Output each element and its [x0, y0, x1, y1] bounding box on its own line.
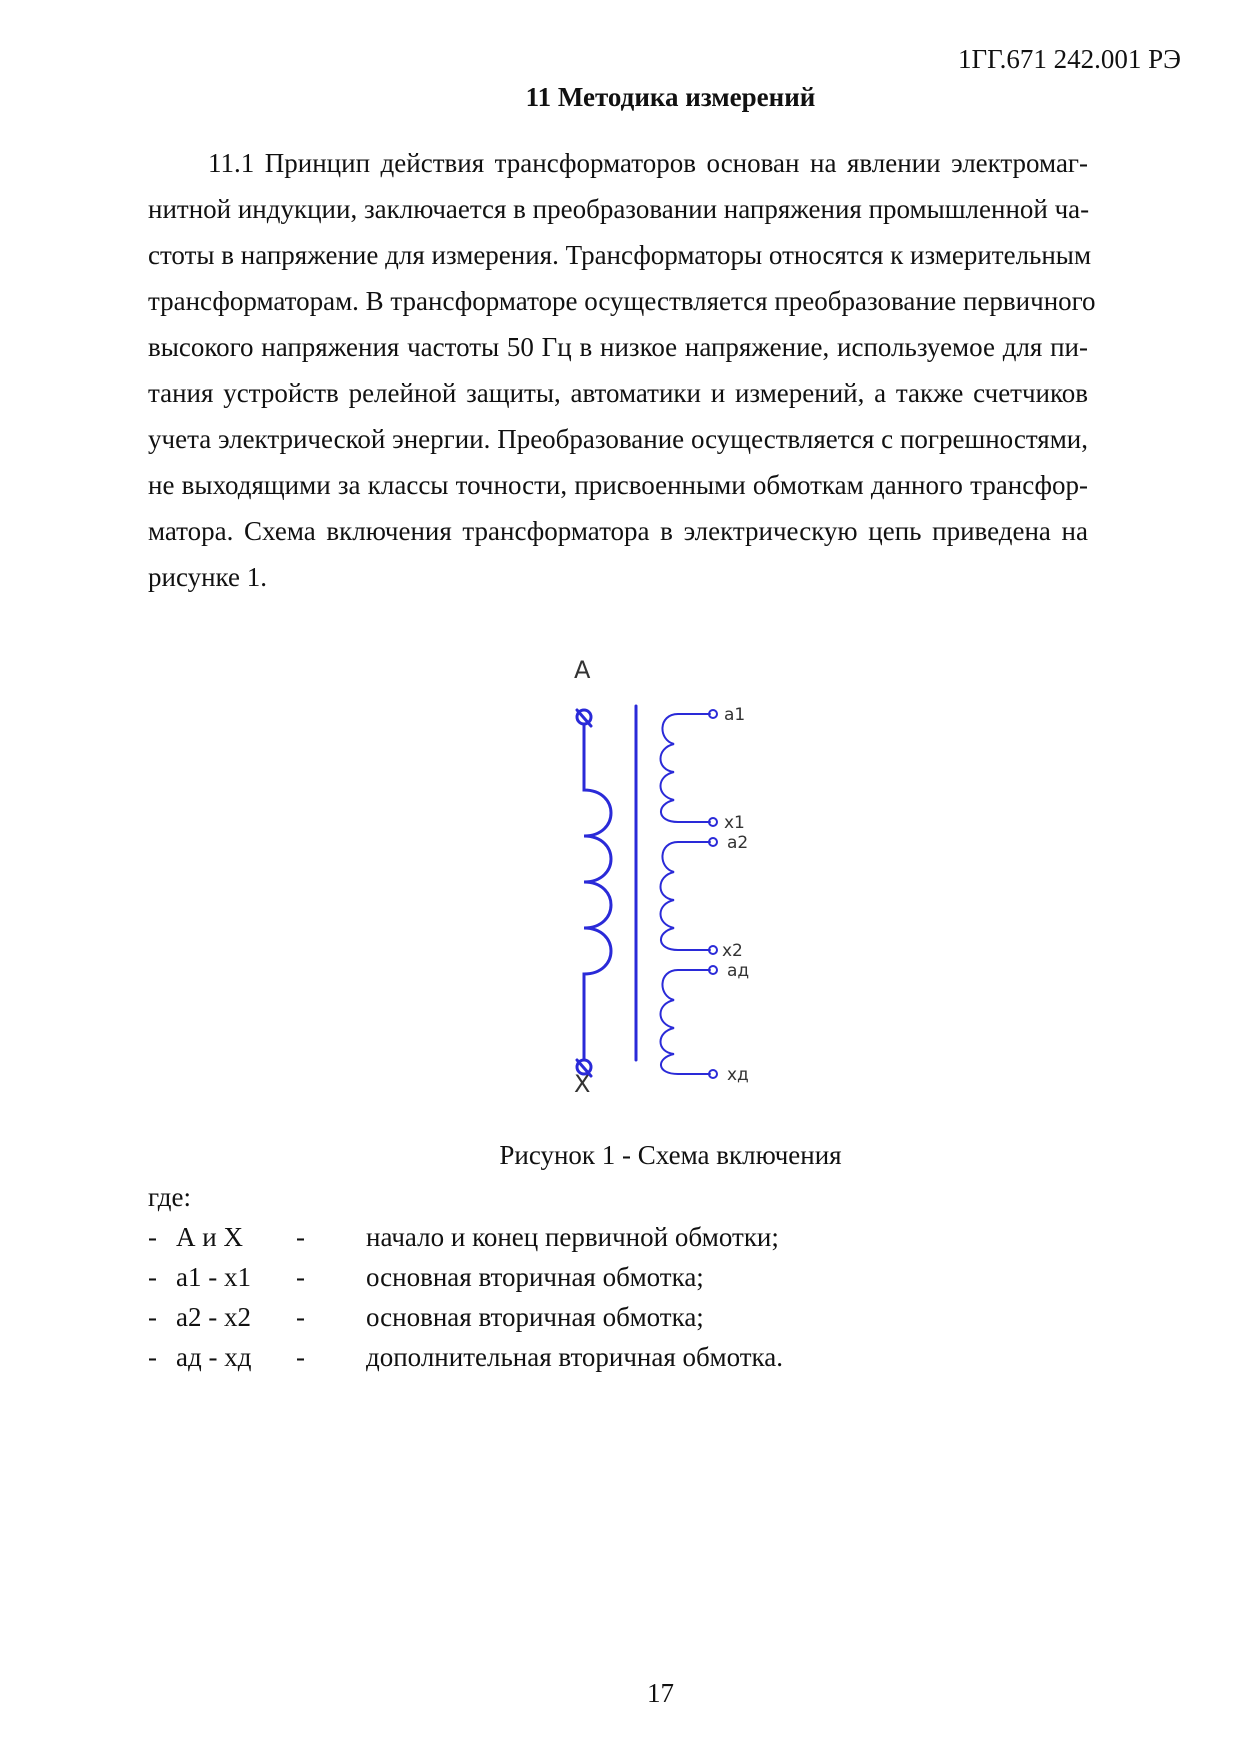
legend-intro: где: — [148, 1182, 191, 1212]
legend-separator: - — [296, 1342, 305, 1372]
secondary-winding-additional — [661, 970, 711, 1074]
legend-description: основная вторичная обмотка; — [366, 1302, 704, 1332]
primary-end-label: X — [574, 1070, 591, 1098]
paragraph-line: не выходящими за классы точности, присвоенными обмоткам данного трансфор- — [148, 470, 1088, 500]
legend-term: ад - хд — [176, 1342, 252, 1372]
legend-term: а1 - х1 — [176, 1262, 251, 1292]
terminal-label: a2 — [727, 833, 749, 853]
legend-description: основная вторичная обмотка; — [366, 1262, 704, 1292]
transformer-schematic — [560, 640, 800, 1100]
paragraph-line: рисунке 1. — [148, 562, 267, 592]
figure-caption: Рисунок 1 - Схема включения — [499, 1140, 842, 1170]
legend-bullet: - — [148, 1342, 157, 1372]
terminal-label: x1 — [724, 813, 745, 833]
paragraph-line: трансформаторам. В трансформаторе осуществляется преобразование первичного — [148, 286, 1096, 316]
page-number: 17 — [647, 1678, 674, 1708]
body-paragraph — [148, 140, 1096, 600]
paragraph-line: высокого напряжения частоты 50 Гц в низкое напряжение, используемое для пи- — [148, 332, 1088, 362]
legend-term: а2 - х2 — [176, 1302, 251, 1332]
legend-separator: - — [296, 1302, 305, 1332]
paragraph-line: матора. Схема включения трансформатора в электрическую цепь приведена на — [148, 516, 1088, 546]
legend-term: А и Х — [176, 1222, 243, 1252]
terminal-X-icon — [577, 1060, 591, 1076]
terminal-label: ад — [727, 961, 750, 981]
paragraph-line: тания устройств релейной защиты, автоматики и измерений, а также счетчиков — [148, 378, 1088, 408]
legend-bullet: - — [148, 1302, 157, 1332]
secondary-winding-1 — [661, 714, 711, 822]
secondary-winding-2 — [661, 842, 711, 950]
legend-separator: - — [296, 1262, 305, 1292]
primary-start-label: A — [574, 656, 591, 684]
paragraph-line: 11.1 Принцип действия трансформаторов основан на явлении электромаг- — [208, 148, 1088, 178]
paragraph-line: нитной индукции, заключается в преобразовании напряжения промышленной ча- — [148, 194, 1090, 224]
paragraph-line: учета электрической энергии. Преобразование осуществляется с погрешностями, — [148, 424, 1088, 454]
section-title: 11 Методика измерений — [525, 82, 816, 112]
legend-description: начало и конец первичной обмотки; — [366, 1222, 779, 1252]
legend-description: дополнительная вторичная обмотка. — [366, 1342, 783, 1372]
terminal-label: хд — [727, 1065, 749, 1085]
paragraph-line: стоты в напряжение для измерения. Трансформаторы относятся к измерительным — [148, 240, 1092, 270]
legend-bullet: - — [148, 1222, 157, 1252]
primary-winding — [584, 724, 611, 1060]
document-code: 1ГГ.671 242.001 РЭ — [957, 44, 1181, 74]
terminal-label: a1 — [724, 705, 746, 725]
terminal-label: x2 — [722, 941, 743, 961]
legend-separator: - — [296, 1222, 305, 1252]
legend-bullet: - — [148, 1262, 157, 1292]
